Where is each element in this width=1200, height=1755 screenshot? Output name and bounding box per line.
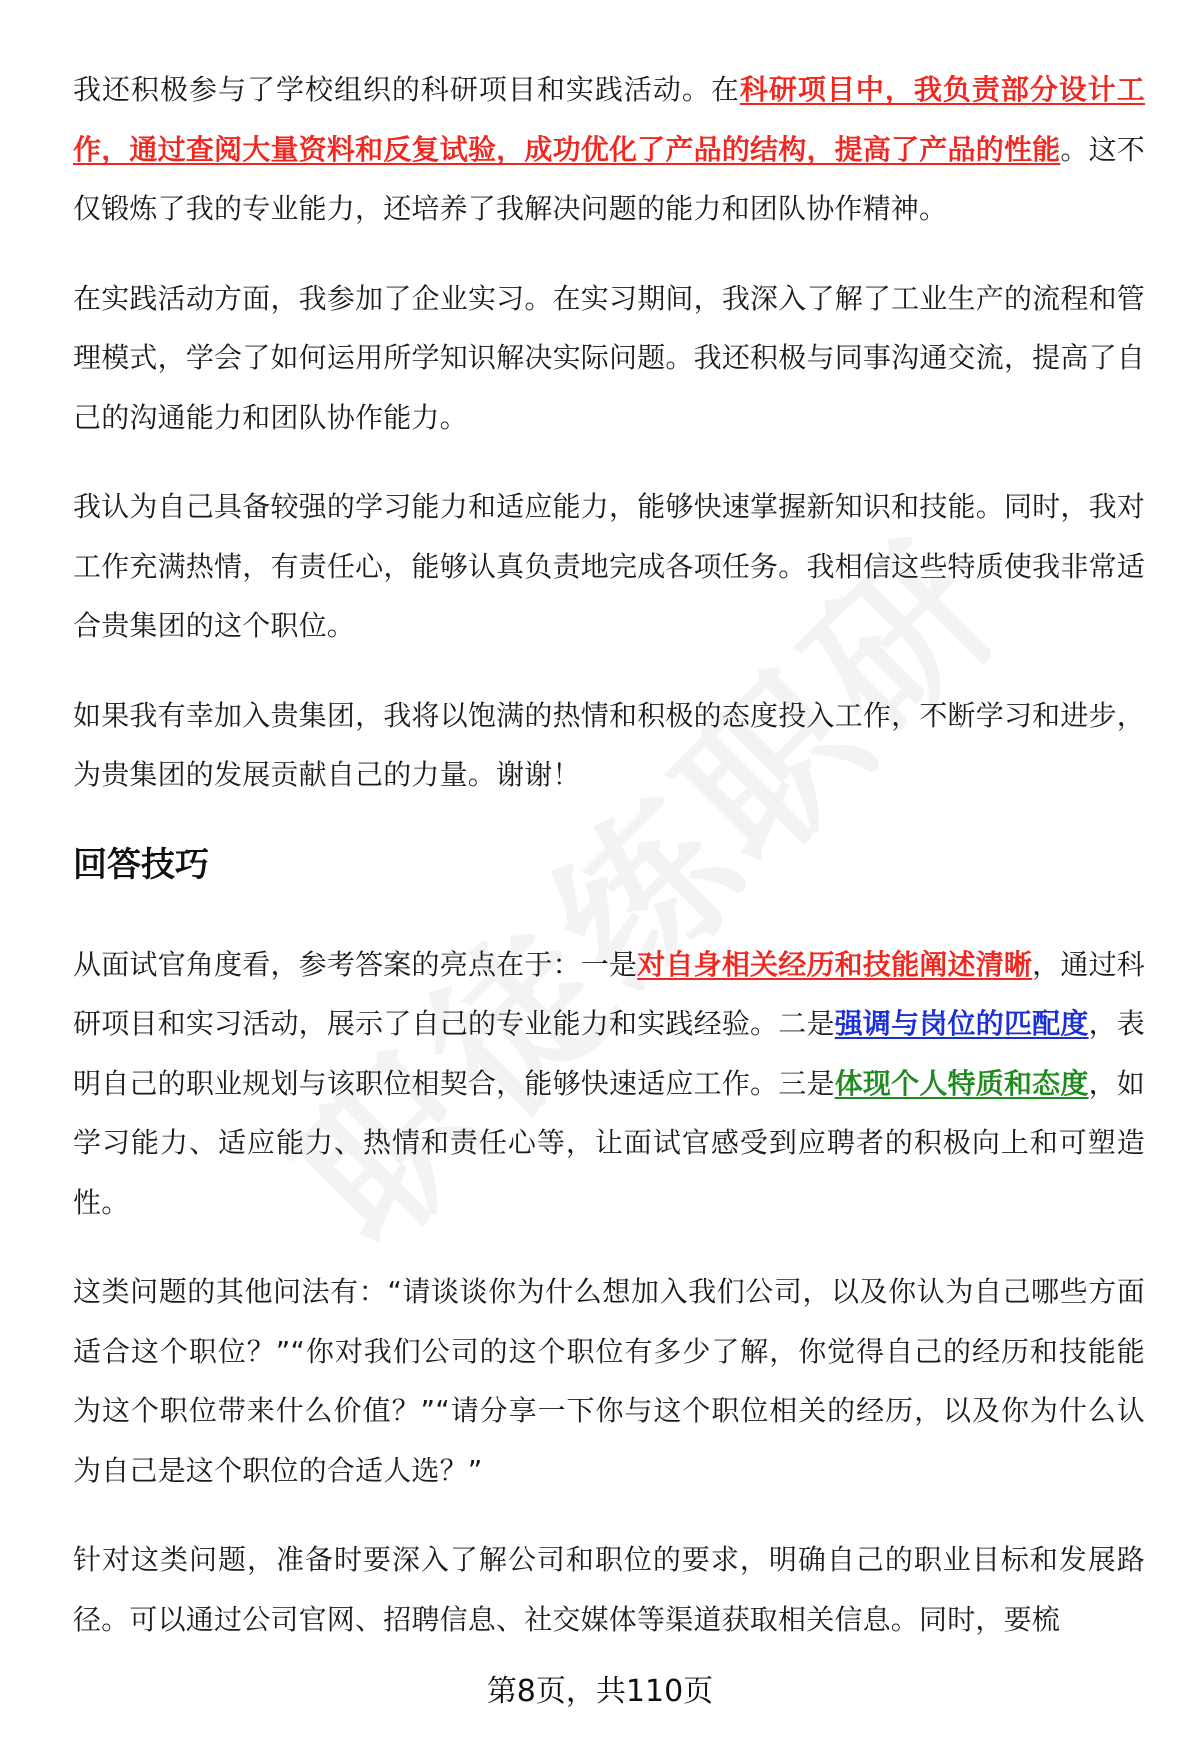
text-segment: 针对这类问题，准备时要深入了解公司和职位的要求，明确自己的职业目标和发展路径。可以通过公司官网、招聘信息、社交媒体等渠道获取相关信息。同时，要梳	[73, 1543, 1145, 1636]
section-heading: 回答技巧	[73, 844, 209, 885]
paragraph-other-questions	[73, 1262, 1145, 1500]
text-segment: ，如学习能力、适应能力、热情和责任心等，让面试官感受到应聘者的积极向上和可塑造性。	[73, 1066, 1146, 1219]
text-segment: 这类问题的其他问法有：“请谈谈你为什么想加入我们公司，以及你认为自己哪些方面适合这个职位？”“你对我们公司的这个职位有多少了解，你觉得自己的经历和技能能为这个职位带来什么价值？”“请分享一下你与这个职位相关的经历，以及你为什么认为自己是这个职位的合适人选？”	[73, 1275, 1145, 1487]
text-segment: 我认为自己具备较强的学习能力和适应能力，能够快速掌握新知识和技能。同时，我对工作充满热情，有责任心，能够认真负责地完成各项任务。我相信这些特质使我非常适合贵集团的这个职位。	[73, 490, 1145, 642]
page-number: 第8页，共110页	[486, 1674, 714, 1709]
highlight-blue: 强调与岗位的匹配度	[834, 1007, 1089, 1040]
text-segment: 。这不仅锻炼了我的专业能力，还培养了我解决问题的能力和团队协作精神。	[73, 132, 1145, 225]
text-segment: ，表明自己的职业规划与该职位相契合，能够快速适应工作。三是	[73, 1007, 1146, 1100]
text-segment: 如果我有幸加入贵集团，我将以饱满的热情和积极的态度投入工作，不断学习和进步，为贵集团的发展贡献自己的力量。谢谢！	[73, 698, 1145, 791]
paragraph-closing	[73, 686, 1145, 805]
highlight-red: 科研项目中，我负责部分设计工作，通过查阅大量资料和反复试验，成功优化了产品的结构，提高了产品的性能	[73, 73, 1145, 166]
document-content	[73, 60, 1145, 1679]
paragraph-preparation	[73, 1530, 1145, 1649]
highlight-green: 体现个人特质和态度	[834, 1066, 1089, 1100]
highlight-red: 对自身相关经历和技能阐述清晰	[637, 947, 1033, 981]
text-segment: 在实践活动方面，我参加了企业实习。在实习期间，我深入了解了工业生产的流程和管理模式，学会了如何运用所学知识解决实际问题。我还积极与同事沟通交流，提高了自己的沟通能力和团队协作能力。	[73, 281, 1145, 434]
paragraph-internship	[73, 269, 1145, 448]
text-segment: 我还积极参与了学校组织的科研项目和实践活动。在	[73, 73, 740, 106]
paragraph-research-projects	[73, 60, 1145, 239]
paragraph-answer-highlights	[73, 935, 1145, 1233]
text-segment: 从面试官角度看，参考答案的亮点在于：一是	[73, 947, 638, 981]
paragraph-abilities	[73, 477, 1145, 656]
text-segment: ，通过科研项目和实习活动，展示了自己的专业能力和实践经验。二是	[73, 947, 1145, 1040]
